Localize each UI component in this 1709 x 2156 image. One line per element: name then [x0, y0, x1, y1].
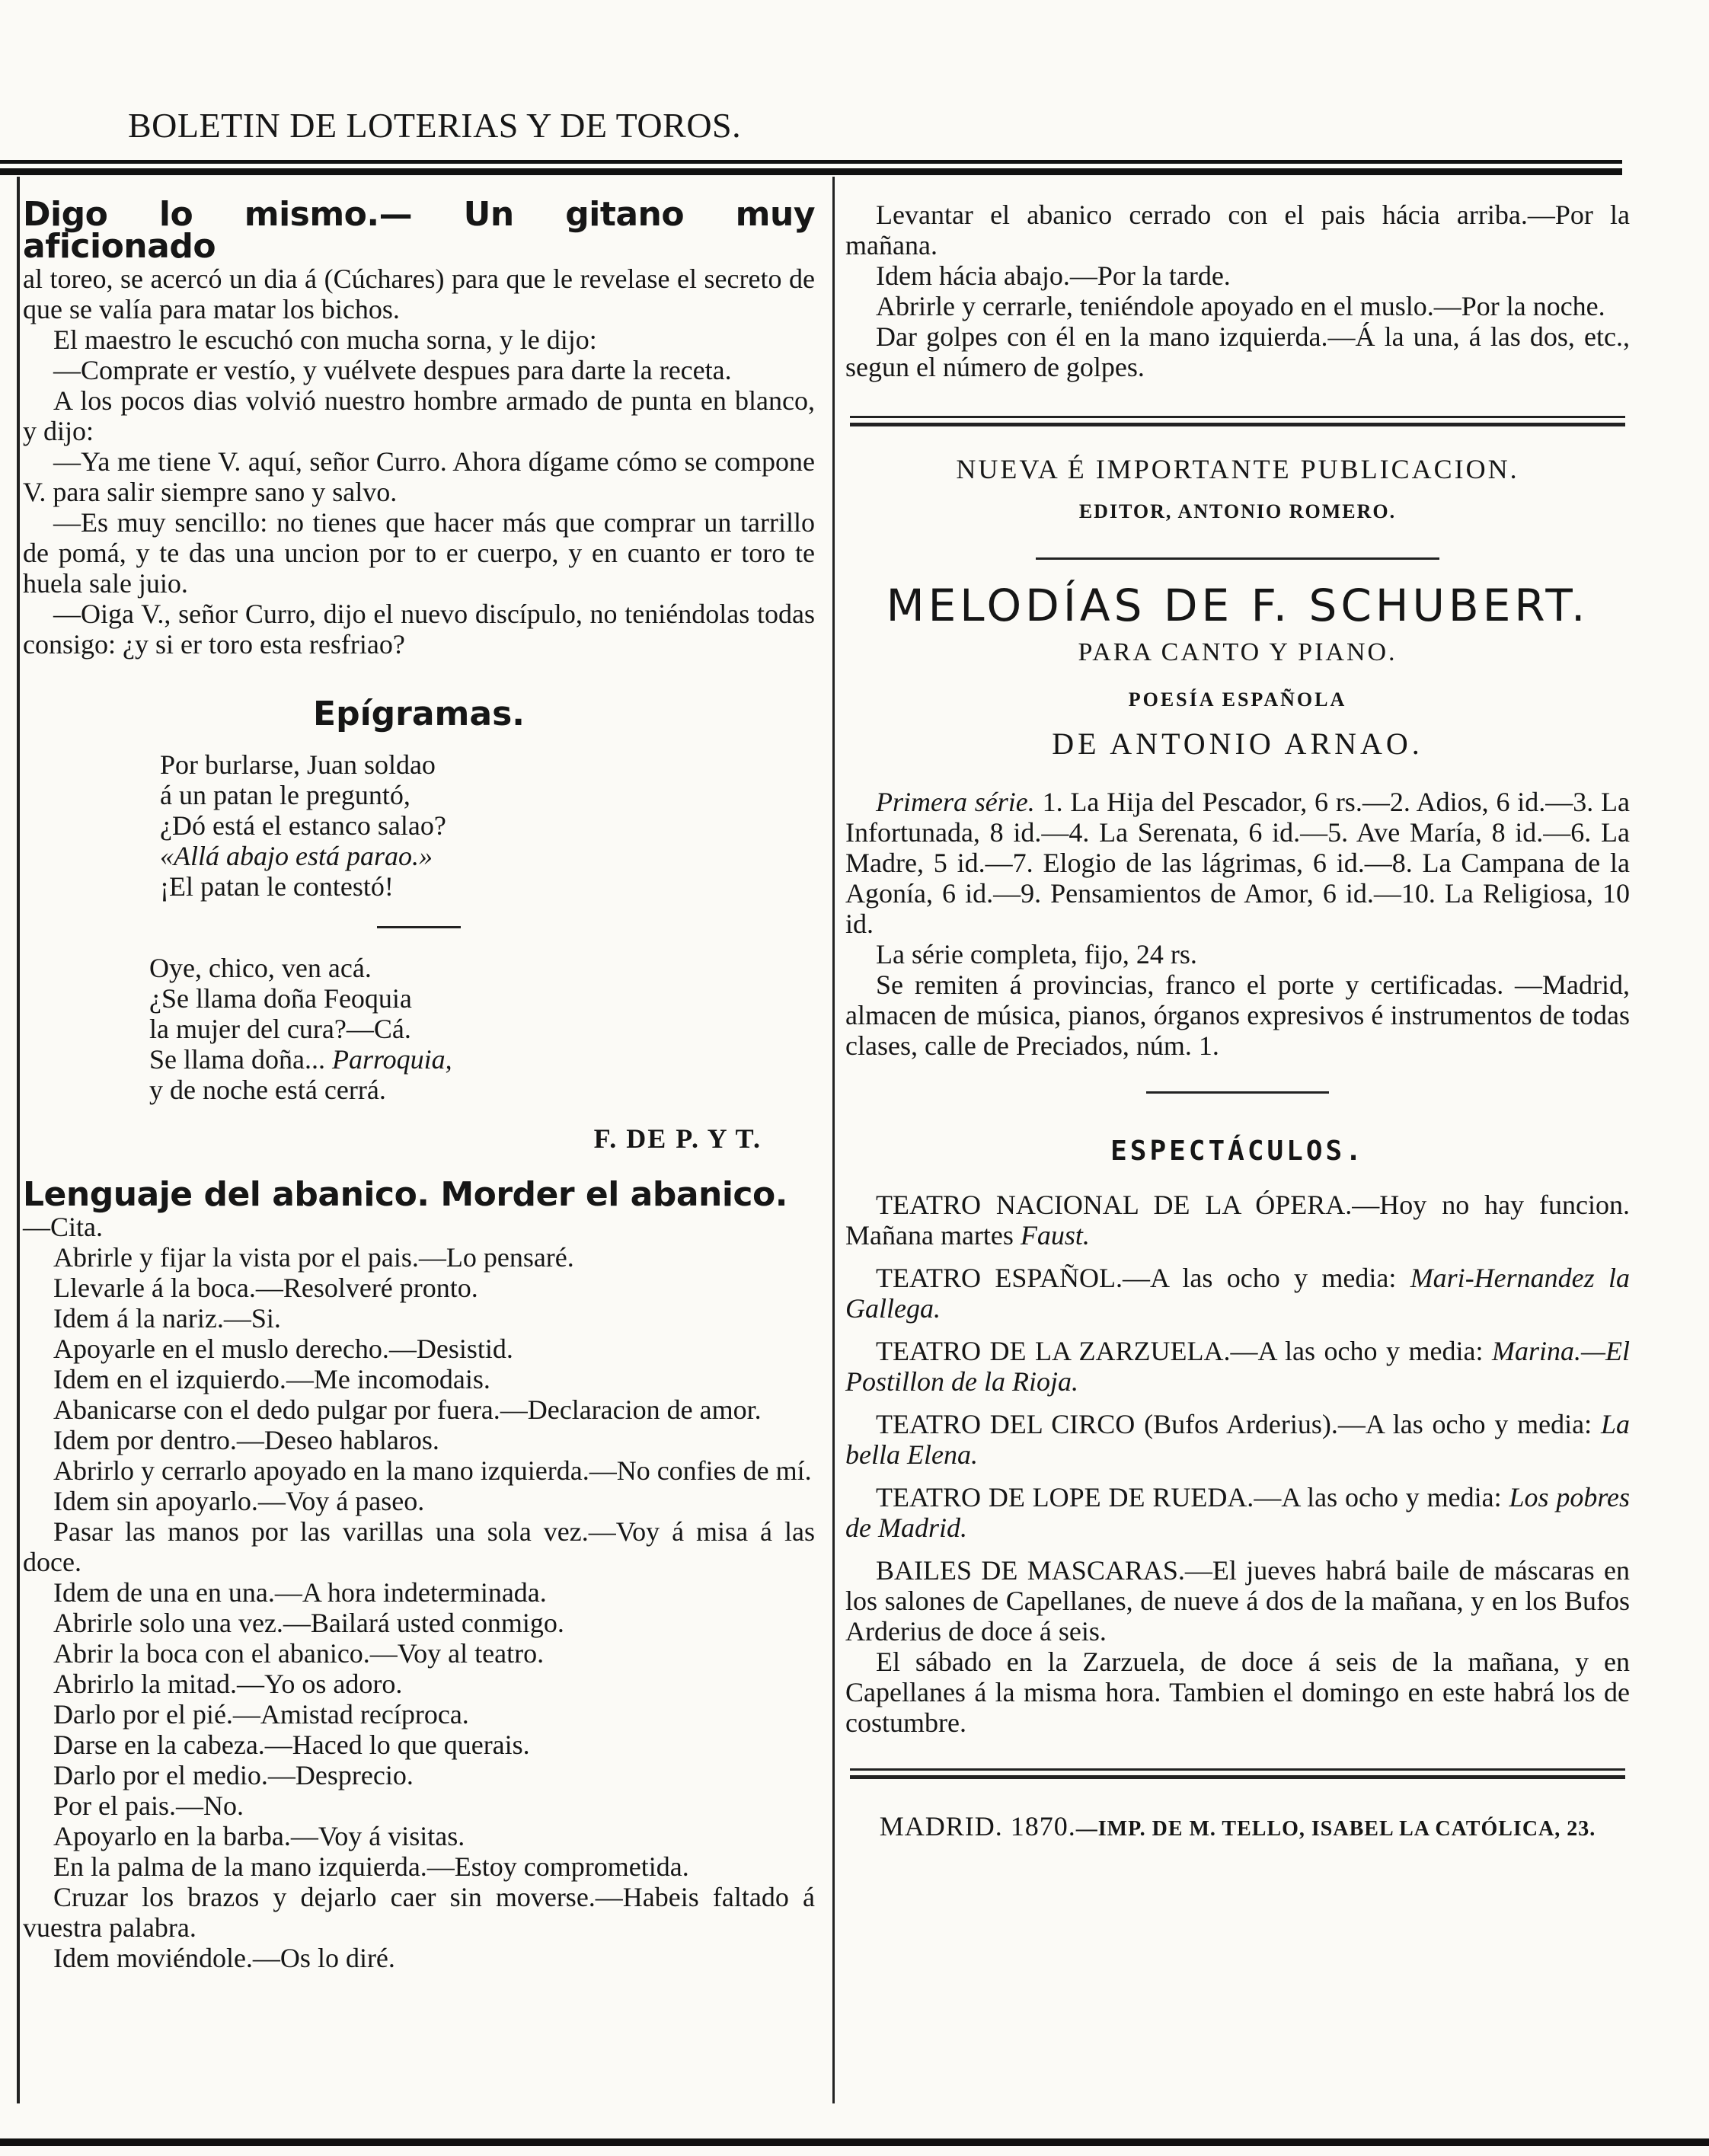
- fan-item: Idem sin apoyarlo.—Voy á paseo.: [53, 1486, 425, 1516]
- fan-item: Idem por dentro.—Deseo hablaros.: [53, 1425, 439, 1455]
- fan-item: —Cita.: [23, 1212, 103, 1242]
- fan-item: Idem hácia abajo.—Por la tarde.: [876, 260, 1231, 291]
- publication-rule: [1036, 557, 1439, 560]
- fan-item: Abrirlo la mitad.—Yo os adoro.: [53, 1669, 403, 1699]
- spectacles-rule: [1146, 1091, 1329, 1094]
- fan-item: Abrirle y cerrarle, teniéndole apoyado en el muslo.—Por la noche.: [876, 291, 1605, 321]
- fan-item: Abrirlo y cerrarlo apoyado en la mano izquierda.—No confies de mí.: [53, 1455, 812, 1486]
- theatre-name: TEATRO ESPAÑOL.: [876, 1263, 1123, 1293]
- theatre-title: Faust.: [1020, 1220, 1090, 1250]
- imprint-double-rule: [850, 1768, 1625, 1779]
- footer-rule: [0, 2138, 1709, 2146]
- fan-continued-section: [845, 200, 1630, 382]
- verse-line: Oye, chico, ven acá.: [149, 953, 372, 983]
- page-header-title: BOLETIN DE LOTERIAS Y DE TOROS.: [128, 106, 742, 145]
- spectacles-title: ESPECTÁCULOS.: [1110, 1135, 1365, 1167]
- fan-item: Cruzar los brazos y dejarlo caer sin moverse.—Habeis faltado á vuestra palabra.: [23, 1882, 815, 1943]
- left-column: [23, 195, 815, 1973]
- verse-line: y de noche está cerrá.: [149, 1075, 386, 1105]
- fan-item: Darse en la cabeza.—Haced lo que querais.: [53, 1730, 530, 1760]
- anecdote-paragraph: —Es muy sencillo: no tienes que hacer más que comprar un tarrillo de pomá, y te das una uncion por to er cuerpo, y en cuanto er toro te huela sale juio.: [23, 507, 815, 599]
- spectacle-item: [845, 1263, 1630, 1324]
- anecdote-paragraph: —Ya me tiene V. aquí, señor Curro. Ahora dígame cómo se compone V. para salir siempre sano y salvo.: [23, 446, 815, 507]
- publication-title: MELODÍAS DE F. SCHUBERT.: [886, 580, 1589, 631]
- fan-item: Dar golpes con él en la mano izquierda.—Á la una, á las dos, etc., segun el número de golpes.: [845, 321, 1630, 382]
- verse-italic: Parroquia,: [331, 1044, 452, 1075]
- spectacle-item: [845, 1409, 1630, 1470]
- publication-author: DE ANTONIO ARNAO.: [1052, 727, 1423, 761]
- series-label: Primera série.: [876, 787, 1035, 817]
- fan-item: En la palma de la mano izquierda.—Estoy comprometida.: [53, 1851, 689, 1882]
- fan-item: Darlo por el medio.—Desprecio.: [53, 1760, 414, 1790]
- theatre-name: TEATRO DEL CIRCO: [876, 1409, 1136, 1439]
- fan-item: Idem en el izquierdo.—Me incomodais.: [53, 1364, 490, 1394]
- theatre-title: Marina.—El Postillon de la Rioja.: [845, 1336, 1630, 1397]
- spectacle-item: [845, 1555, 1630, 1647]
- fan-item: Levantar el abanico cerrado con el pais hácia arriba.—Por la mañana.: [845, 200, 1630, 260]
- anecdote-paragraph: A los pocos dias volvió nuestro hombre armado de punta en blanco, y dijo:: [23, 385, 815, 446]
- publication-editor: EDITOR, ANTONIO ROMERO.: [1078, 500, 1397, 522]
- anecdote-paragraph: El maestro le escuchó con mucha sorna, y le dijo:: [53, 324, 597, 355]
- spectacle-item: [845, 1190, 1630, 1250]
- header-rule-thick: [0, 168, 1622, 175]
- theatre-title: Mari-Hernandez la Gallega.: [845, 1263, 1630, 1324]
- publication-subtitle: PARA CANTO Y PIANO.: [1078, 638, 1398, 666]
- publication-complete: La série completa, fijo, 24 rs.: [876, 939, 1197, 969]
- epigram-separator: [377, 926, 461, 928]
- fan-item: Darlo por el pié.—Amistad recíproca.: [53, 1699, 469, 1730]
- fan-item: Apoyarlo en la barba.—Voy á visitas.: [53, 1821, 465, 1851]
- spectacle-item: [845, 1482, 1630, 1543]
- imprint-city-year: MADRID. 1870.: [879, 1811, 1076, 1841]
- fan-language-section: [23, 1175, 815, 1973]
- epigram-signature: F. DE P. Y T.: [593, 1123, 762, 1154]
- verse-line: «Allá abajo está parao.»: [160, 841, 433, 871]
- theatre-text: —A las ocho y media:: [1254, 1482, 1509, 1512]
- fan-lead-text: Lenguaje del abanico. Morder el abanico.: [23, 1175, 787, 1214]
- publication-shipping: Se remiten á provincias, franco el porte y certificadas. —Madrid, almacen de música, pianos, órganos expresivos é instrumentos de todas clases, calle de Preciados, núm. 1.: [845, 969, 1630, 1061]
- fan-item: Idem moviéndole.—Os lo diré.: [53, 1943, 395, 1973]
- anecdote-lead: [23, 195, 815, 266]
- imprint: [845, 1811, 1630, 1845]
- epigram-first: [160, 749, 815, 902]
- left-border-rule: [17, 177, 20, 2103]
- publication-poetry: POESÍA ESPAÑOLA: [1128, 688, 1347, 711]
- fan-lead: [23, 1175, 815, 1214]
- anecdote-paragraph: —Comprate er vestío, y vuélvete despues para darte la receta.: [53, 355, 732, 385]
- fan-item: Por el pais.—No.: [53, 1790, 244, 1821]
- fan-item: Idem á la nariz.—Si.: [53, 1303, 281, 1334]
- fan-item: Llevarle á la boca.—Resolveré pronto.: [53, 1273, 478, 1303]
- verse-text: Se llama doña...: [149, 1044, 332, 1075]
- verse-line: ¿Dó está el estanco salao?: [160, 810, 446, 841]
- epigram-second: [149, 953, 815, 1105]
- header-rule-thin: [0, 160, 1622, 164]
- theatre-title: Los pobres de Madrid.: [845, 1482, 1630, 1543]
- theatre-text: —Hoy no hay funcion. Mañana martes: [845, 1190, 1630, 1250]
- section-double-rule: [850, 416, 1625, 426]
- fan-item: Abrir la boca con el abanico.—Voy al teatro.: [53, 1638, 545, 1669]
- verse-line: ¡El patan le contestó!: [160, 871, 394, 902]
- fan-item: Abrirle y fijar la vista por el pais.—Lo pensaré.: [53, 1242, 574, 1273]
- imprint-printer: —IMP. DE M. TELLO, ISABEL LA CATÓLICA, 23.: [1075, 1817, 1596, 1841]
- anecdote-section: [23, 195, 815, 660]
- anecdote-paragraph: —Oiga V., señor Curro, dijo el nuevo discípulo, no teniéndolas todas consigo: ¿y si er toro esta resfriao?: [23, 599, 815, 660]
- epigrams-title: Epígramas.: [313, 695, 525, 733]
- theatre-text: —A las ocho y media:: [1123, 1263, 1410, 1293]
- spectacle-closing: El sábado en la Zarzuela, de doce á seis de la mañana, y en Capellanes á la misma hora. Tambien el domingo en este habrá los de costumbre.: [845, 1647, 1630, 1738]
- fan-item: Abrirle solo una vez.—Bailará usted conmigo.: [53, 1608, 564, 1638]
- theatre-title: La bella Elena.: [845, 1409, 1630, 1470]
- fan-item: Pasar las manos por las varillas una sola vez.—Voy á misa á las doce.: [23, 1516, 815, 1577]
- publication-advert: [845, 454, 1630, 1061]
- anecdote-paragraph: al toreo, se acercó un dia á (Cúchares) para que le revelase el secreto de que se valía para matar los bichos.: [23, 264, 815, 324]
- verse-line: [149, 1044, 815, 1075]
- theatre-name: TEATRO NACIONAL DE LA ÓPERA.: [876, 1190, 1353, 1220]
- theatre-name: BAILES DE MASCARAS.: [876, 1555, 1185, 1586]
- theatre-name: TEATRO DE LOPE DE RUEDA.: [876, 1482, 1254, 1512]
- right-column: [845, 200, 1630, 1845]
- series-text: 1. La Hija del Pescador, 6 rs.—2. Adios, 6 id.—3. La Infortunada, 8 id.—4. La Serenata, 6 id.—5. Ave María, 8 id.—6. La Madre, 5 id.—7. Elogio de las lágrimas, 6 id.—8. La Campana de la Agonía, 6 id.—9. Pensamientos de Amor, 6 id.—10. La Religiosa, 10 id.: [845, 787, 1631, 939]
- fan-item: Abanicarse con el dedo pulgar por fuera.—Declaracion de amor.: [53, 1394, 762, 1425]
- spectacle-item: [845, 1336, 1630, 1397]
- fan-item: Apoyarle en el muslo derecho.—Desistid.: [53, 1334, 513, 1364]
- anecdote-lead-text: Digo lo mismo.— Un gitano muy aficionado: [23, 195, 815, 266]
- verse-line: ¿Se llama doña Feoquia: [149, 983, 412, 1014]
- verse-line: Por burlarse, Juan soldao: [160, 749, 436, 780]
- verse-line: á un patan le preguntó,: [160, 780, 410, 810]
- spectacles-section: [845, 1136, 1630, 1738]
- epigrams-section: [23, 695, 815, 1154]
- column-divider: [832, 177, 835, 2103]
- publication-heading: NUEVA É IMPORTANTE PUBLICACION.: [956, 454, 1519, 484]
- theatre-name: TEATRO DE LA ZARZUELA.: [876, 1336, 1231, 1366]
- publication-series: [845, 787, 1630, 939]
- verse-line: la mujer del cura?—Cá.: [149, 1014, 411, 1044]
- theatre-text: —A las ocho y media:: [1230, 1336, 1492, 1366]
- theatre-text: —El jueves habrá baile de máscaras en los salones de Capellanes, de nueve á dos de la mañana, y en los Bufos Arderius de doce á seis.: [845, 1555, 1630, 1647]
- theatre-text: (Bufos Arderius).—A las ocho y media:: [1135, 1409, 1601, 1439]
- fan-item: Idem de una en una.—A hora indeterminada.: [53, 1577, 547, 1608]
